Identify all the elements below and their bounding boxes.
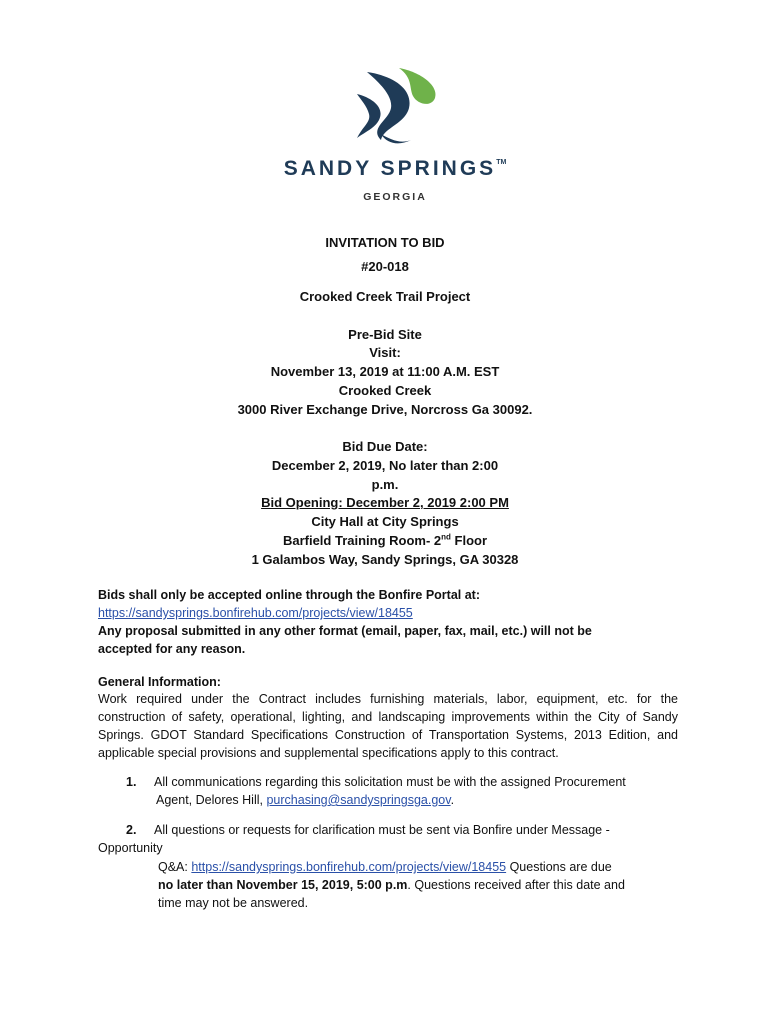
logo-state: GEORGIA — [363, 191, 427, 203]
location-hall: City Hall at City Springs — [311, 514, 459, 529]
due-label: Bid Due Date: — [342, 439, 428, 454]
format-notice-2: accepted for any reason. — [98, 642, 246, 656]
prebid-label-2: Visit: — [369, 345, 401, 360]
bonfire-qa-link[interactable]: https://sandysprings.bonfirehub.com/projects/view/18455 — [191, 860, 507, 874]
general-text: Work required under the Contract includes furnishing materials, labor, equipment, etc. for the construction of safety, operational, lighting, and landscaping improvements within the City of Sandy Springs. GDOT Standard Specifications Construction of Transportation Systems, 2013 Edition, and applicable special provisions and supplemental specifications apply to this contract. — [98, 692, 678, 760]
general-heading: General Information: — [98, 675, 221, 689]
bids-notice: Bids shall only be accepted online through the Bonfire Portal at: — [98, 588, 480, 602]
doc-title: INVITATION TO BID — [325, 235, 445, 250]
sandy-springs-logo — [0, 0, 770, 215]
qa-paragraph: Q&A: https://sandysprings.bonfirehub.com/projects/view/18455 Questions are due no later than November 15, 2019, 5:00 p.m. Questions received after this date and time may not be answered. — [158, 860, 625, 910]
due-date: December 2, 2019, No later than 2:00 — [271, 458, 499, 473]
prebid-site: Crooked Creek — [338, 383, 432, 398]
prebid-label: Pre-Bid Site — [348, 327, 422, 342]
logo-wordmark: SANDY SPRINGS™ — [283, 157, 507, 180]
bid-opening: Bid Opening: December 2, 2019 2:00 PM — [261, 495, 509, 510]
list-item-1: 1. All communications regarding this solicitation must be with the assigned Procurement — [126, 775, 626, 789]
bonfire-link-row — [98, 604, 678, 622]
format-notice: Any proposal submitted in any other format (email, paper, fax, mail, etc.) will not be — [98, 624, 592, 638]
project-name: Crooked Creek Trail Project — [299, 289, 471, 304]
logo-swirl-icon — [355, 68, 439, 144]
bid-number: #20-018 — [361, 259, 409, 274]
location-room: Barfield Training Room- 2nd Floor — [282, 532, 488, 548]
due-time: p.m. — [371, 477, 399, 492]
prebid-address: 3000 River Exchange Drive, Norcross Ga 30092. — [237, 402, 533, 417]
list-item-1-cont: Agent, Delores Hill, purchasing@sandyspringsga.gov. — [156, 793, 455, 807]
bonfire-portal-link[interactable]: https://sandysprings.bonfirehub.com/projects/view/18455 — [98, 606, 413, 620]
procurement-email-link[interactable]: purchasing@sandyspringsga.gov — [266, 793, 451, 807]
list-item-2-cont: Opportunity — [98, 841, 163, 855]
prebid-date: November 13, 2019 at 11:00 A.M. EST — [270, 364, 500, 379]
location-address: 1 Galambos Way, Sandy Springs, GA 30328 — [251, 552, 519, 567]
list-item-2: 2. All questions or requests for clarification must be sent via Bonfire under Message - — [126, 823, 610, 837]
